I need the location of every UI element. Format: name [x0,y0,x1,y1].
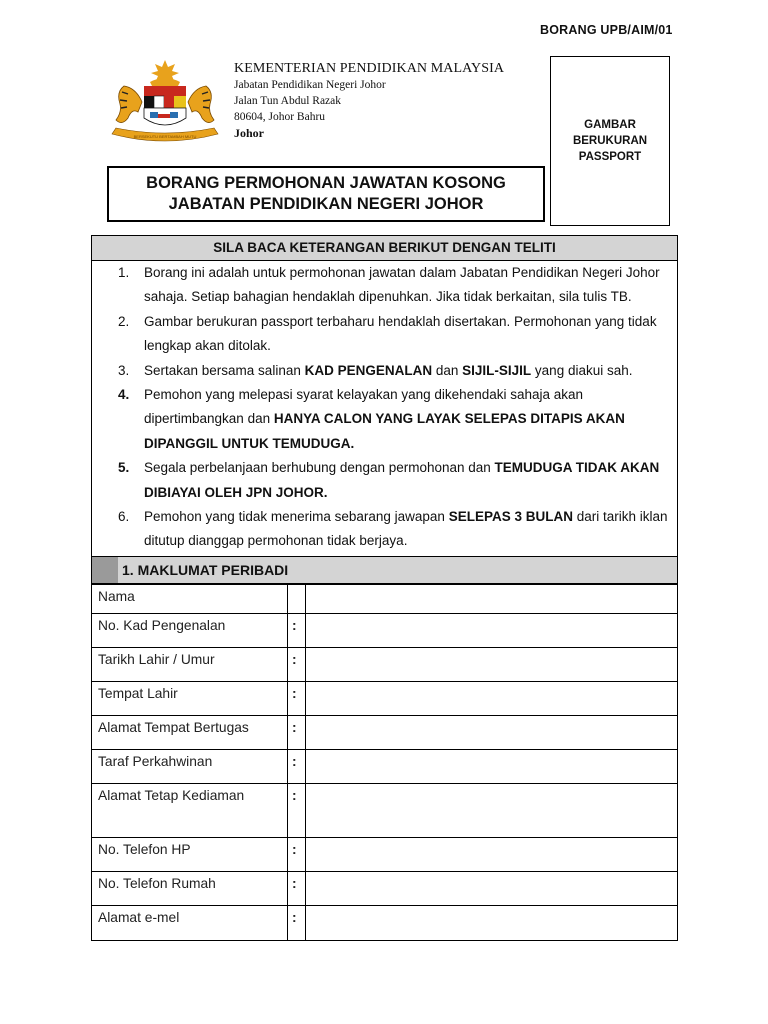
table-row [92,872,678,906]
field-label-tempat-lahir: Tempat Lahir [92,682,288,716]
instructions-list [92,261,677,554]
table-row [92,716,678,750]
ministry-header [234,61,504,141]
malaysia-coat-of-arms-logo [106,56,224,148]
field-colon: : [288,838,306,872]
field-input-nama[interactable] [306,585,678,614]
field-input-telefon-hp[interactable] [306,838,678,872]
passport-photo-box[interactable] [550,56,670,226]
field-colon: : [288,682,306,716]
table-row [92,585,678,614]
instruction-item: 3. Sertakan bersama salinan KAD PENGENALAN dan SIJIL-SIJIL yang diakui sah. [118,362,633,378]
field-colon: : [288,784,306,838]
instruction-item: 6. Pemohon yang tidak menerima sebarang jawapan SELEPAS 3 BULAN dari tarikh iklan ditutup dianggap permohonan tidak berjaya. [118,509,668,549]
ministry-name: KEMENTERIAN PENDIDIKAN MALAYSIA [234,61,505,76]
instruction-item: 4. Pemohon yang melepasi syarat kelayakan yang dikehendaki sahaja akan dipertimbangkan dan HANYA CALON YANG LAYAK SELEPAS DITAPIS AKAN DIPANGGIL UNTUK TEMUDUGA. [118,387,625,451]
address-line: Jabatan Pendidikan Negeri Johor [234,79,386,91]
field-colon: : [288,716,306,750]
field-input-email[interactable] [306,906,678,941]
personal-info-table [91,584,678,941]
field-input-alamat-tetap[interactable] [306,784,678,838]
instruction-item: 5. Segala perbelanjaan berhubung dengan permohonan dan TEMUDUGA TIDAK AKAN DIBIAYAI OLEH JPN JOHOR. [118,460,660,500]
field-label-nama: Nama [92,585,288,614]
instruction-item: 2. Gambar berukuran passport terbaharu hendaklah disertakan. Permohonan yang tidak lengkap akan ditolak. [118,313,657,354]
field-label-telefon-rumah: No. Telefon Rumah [92,872,288,906]
field-label-telefon-hp: No. Telefon HP [92,838,288,872]
field-label-alamat-tetap: Alamat Tetap Kediaman [92,784,288,838]
instructions-heading: SILA BACA KETERANGAN BERIKUT DENGAN TELITI [92,236,677,261]
field-input-alamat-tempat-bertugas[interactable] [306,716,678,750]
table-row [92,614,678,648]
field-colon: : [288,872,306,906]
address-state: Johor [234,126,264,140]
field-colon: : [288,648,306,682]
address-line: 80604, Johor Bahru [234,111,326,123]
svg-text:BERSEKUTU BERTAMBAH MUTU: BERSEKUTU BERTAMBAH MUTU [133,134,197,139]
table-row [92,838,678,872]
table-row [92,784,678,838]
field-input-tarikh-lahir[interactable] [306,648,678,682]
field-input-tempat-lahir[interactable] [306,682,678,716]
instructions-panel [91,235,678,557]
form-code: BORANG UPB/AIM/01 [540,23,673,37]
field-colon: : [288,614,306,648]
table-row [92,682,678,716]
table-row [92,750,678,784]
field-input-taraf-perkahwinan[interactable] [306,750,678,784]
form-title [107,166,545,222]
field-colon: : [288,750,306,784]
field-label-tarikh-lahir: Tarikh Lahir / Umur [92,648,288,682]
photo-box-label: BERUKURAN [572,135,648,147]
form-title-line: BORANG PERMOHONAN JAWATAN KOSONG [146,174,506,192]
field-input-kad-pengenalan[interactable] [306,614,678,648]
photo-box-label: PASSPORT [578,151,642,163]
field-label-email: Alamat e-mel [92,906,288,941]
table-row [92,906,678,941]
field-input-telefon-rumah[interactable] [306,872,678,906]
field-colon: : [288,906,306,941]
photo-box-label: GAMBAR [584,119,636,131]
field-colon [288,585,306,614]
section-marker [92,557,118,583]
form-title-line: JABATAN PENDIDIKAN NEGERI JOHOR [168,195,484,213]
instruction-item: 1. Borang ini adalah untuk permohonan jawatan dalam Jabatan Pendidikan Negeri Johor sahaja. Setiap bahagian hendaklah dipenuhkan. Jika tidak berkaitan, sila tulis TB. [118,265,660,305]
field-label-taraf-perkahwinan: Taraf Perkahwinan [92,750,288,784]
table-row [92,648,678,682]
field-label-alamat-tempat-bertugas: Alamat Tempat Bertugas [92,716,288,750]
field-label-kad-pengenalan: No. Kad Pengenalan [92,614,288,648]
address-line: Jalan Tun Abdul Razak [234,95,342,107]
section-personal-info-heading [91,557,678,584]
section-title: 1. MAKLUMAT PERIBADI [122,562,289,578]
